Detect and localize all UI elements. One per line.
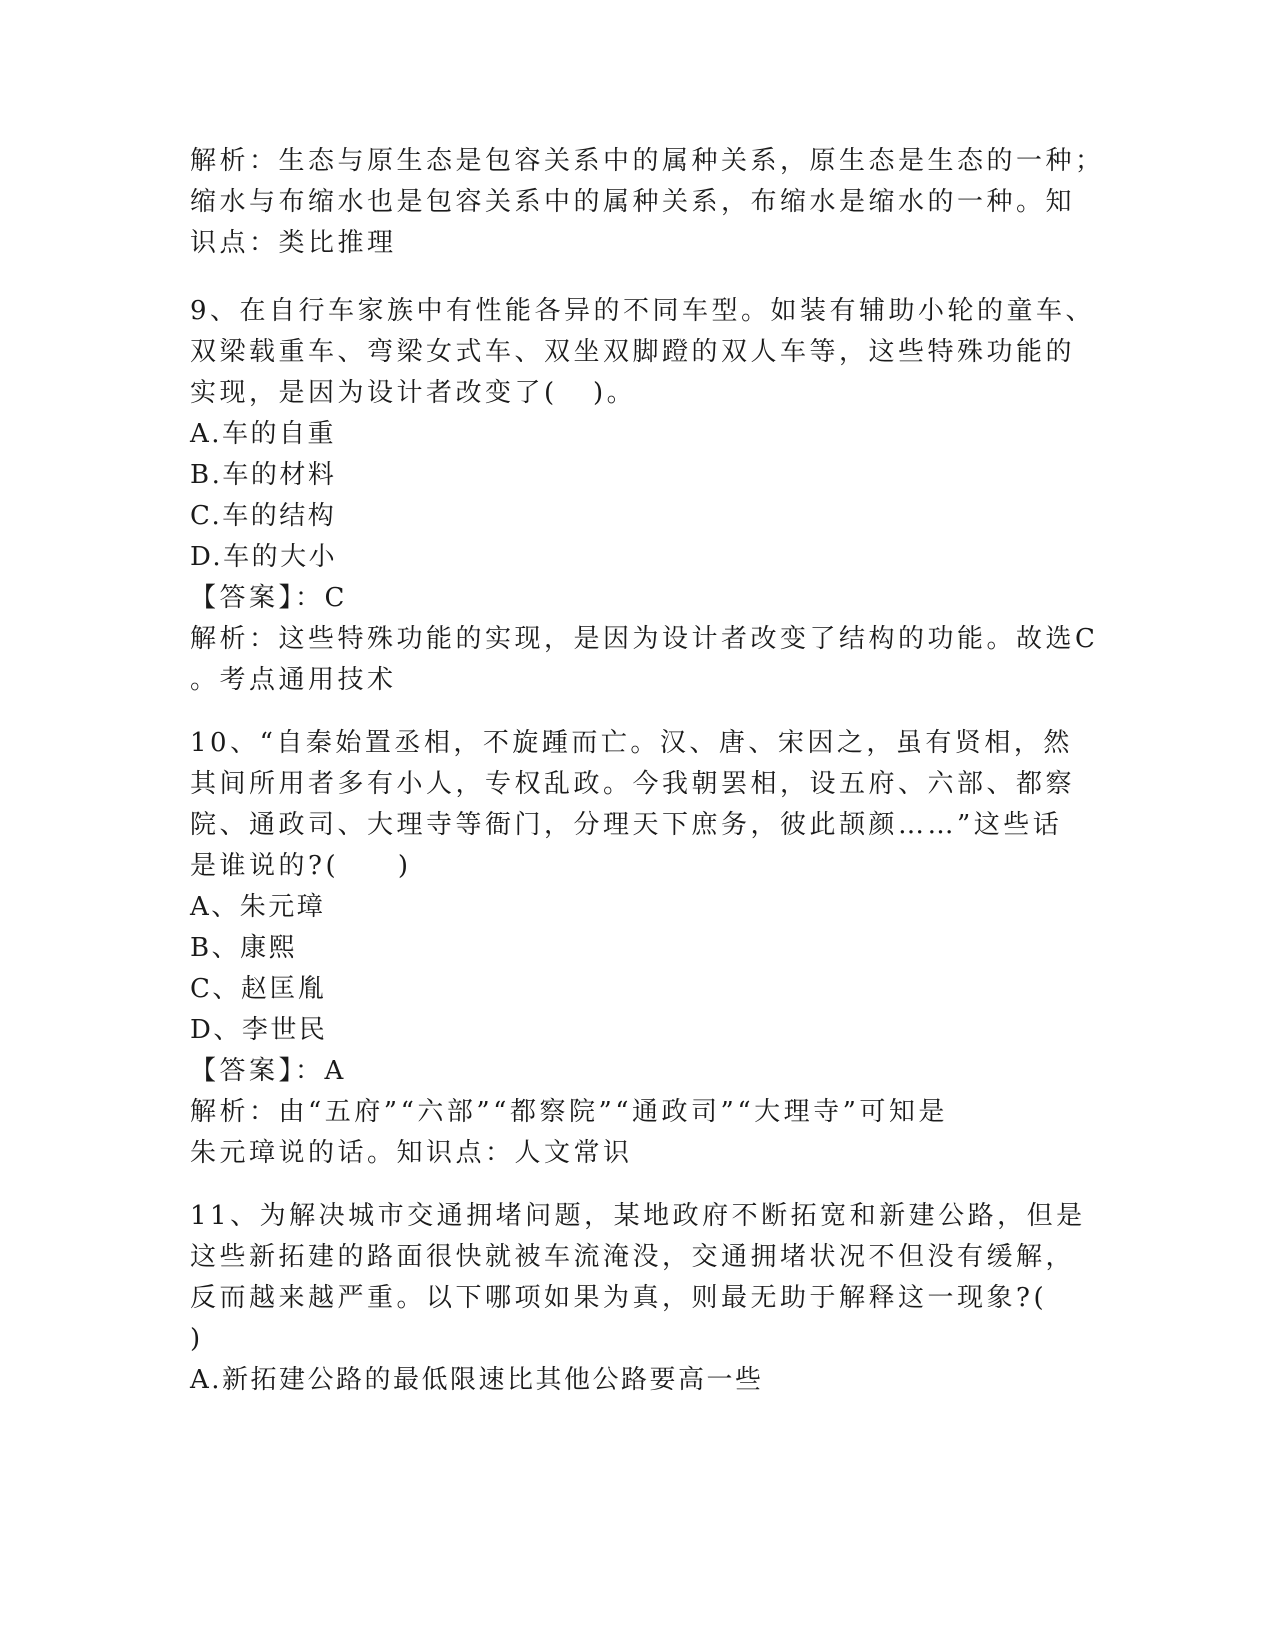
question-10-stem: 其间所用者多有小人，专权乱政。今我朝罢相，设五府、六部、都察 (190, 769, 1076, 799)
question-10-stem: 院、通政司、大理寺等衙门，分理天下庶务，彼此颉颜……”这些话 (190, 810, 1063, 840)
question-10-option-c: C、赵匡胤 (190, 974, 327, 1004)
question-9-stem: 双梁载重车、弯梁女式车、双坐双脚蹬的双人车等，这些特殊功能的 (190, 337, 1076, 367)
question-9-option-d: D.车的大小 (190, 542, 338, 572)
question-11-stem: ) (190, 1324, 204, 1354)
question-11-stem: 反而越来越严重。以下哪项如果为真，则最无助于解释这一现象?( (190, 1283, 1048, 1313)
question-9-option-b: B.车的材料 (190, 460, 337, 490)
question-9-stem: 9、在自行车家族中有性能各异的不同车型。如装有辅助小轮的童车、 (190, 296, 1096, 326)
question-11-option-a: A.新拓建公路的最低限速比其他公路要高一些 (190, 1365, 764, 1395)
explanation-line: 缩水与布缩水也是包容关系中的属种关系，布缩水是缩水的一种。知 (190, 187, 1076, 217)
question-10-option-d: D、李世民 (190, 1015, 328, 1045)
question-9-explanation: 。考点通用技术 (190, 665, 397, 695)
question-10-explanation: 解析：由“五府”“六部”“都察院”“通政司”“大理寺”可知是 (190, 1097, 948, 1127)
question-9-explanation: 解析：这些特殊功能的实现，是因为设计者改变了结构的功能。故选C (190, 624, 1099, 654)
question-11-stem: 这些新拓建的路面很快就被车流淹没，交通拥堵状况不但没有缓解， (190, 1242, 1076, 1272)
question-9-option-c: C.车的结构 (190, 501, 337, 531)
question-9-stem: 实现，是因为设计者改变了( )。 (190, 378, 637, 408)
question-11-stem: 11、为解决城市交通拥堵问题，某地政府不断拓宽和新建公路，但是 (190, 1201, 1086, 1231)
question-10-stem: 是谁说的?( ) (190, 851, 412, 881)
question-10-stem: 10、“自秦始置丞相，不旋踵而亡。汉、唐、宋因之，虽有贤相，然 (190, 728, 1073, 758)
explanation-line: 识点：类比推理 (190, 228, 397, 258)
question-9-option-a: A.车的自重 (190, 419, 337, 449)
question-10-option-a: A、朱元璋 (190, 892, 326, 922)
question-9-answer: 【答案】：C (190, 583, 348, 613)
explanation-line: 解析：生态与原生态是包容关系中的属种关系，原生态是生态的一种； (190, 146, 1105, 176)
question-10-explanation: 朱元璋说的话。知识点：人文常识 (190, 1138, 633, 1168)
question-10-answer: 【答案】：A (190, 1056, 347, 1086)
question-10-option-b: B、康熙 (190, 933, 298, 963)
